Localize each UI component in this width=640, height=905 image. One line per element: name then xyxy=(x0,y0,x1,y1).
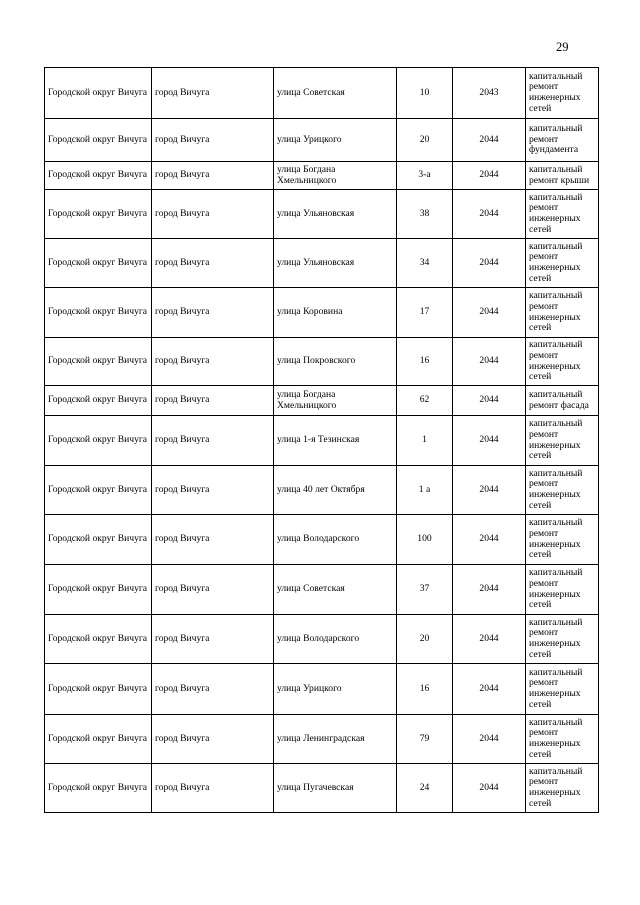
locality-cell: город Вичуга xyxy=(152,615,274,664)
street-cell: улица Ульяновская xyxy=(274,239,397,288)
district-cell: Городской округ Вичуга xyxy=(45,715,152,764)
street-cell: улица 40 лет Октября xyxy=(274,466,397,515)
table-row xyxy=(45,119,599,162)
table-row xyxy=(45,338,599,386)
year-cell: 2044 xyxy=(453,416,526,466)
year-cell: 2044 xyxy=(453,715,526,764)
street-cell: улица Богдана Хмельницкого xyxy=(274,162,397,190)
year-cell: 2044 xyxy=(453,338,526,386)
locality-cell: город Вичуга xyxy=(152,715,274,764)
street-cell: улица Покровского xyxy=(274,338,397,386)
table-row xyxy=(45,664,599,715)
work-type-cell: капитальный ремонт инженерных сетей xyxy=(526,338,599,386)
work-type-cell: капитальный ремонт крыши xyxy=(526,162,599,190)
house-number-cell: 38 xyxy=(397,190,453,239)
street-cell: улица Ульяновская xyxy=(274,190,397,239)
work-type-cell: капитальный ремонт инженерных сетей xyxy=(526,466,599,515)
work-type-cell: капитальный ремонт инженерных сетей xyxy=(526,288,599,338)
house-number-cell: 1 xyxy=(397,416,453,466)
street-cell: улица Пугачевская xyxy=(274,764,397,813)
table-row xyxy=(45,764,599,813)
table-row xyxy=(45,515,599,565)
table-row xyxy=(45,288,599,338)
work-type-cell: капитальный ремонт инженерных сетей xyxy=(526,68,599,119)
year-cell: 2044 xyxy=(453,466,526,515)
work-type-cell: капитальный ремонт инженерных сетей xyxy=(526,190,599,239)
year-cell: 2044 xyxy=(453,119,526,162)
house-number-cell: 16 xyxy=(397,338,453,386)
street-cell: улица Володарского xyxy=(274,515,397,565)
street-cell: улица Урицкого xyxy=(274,664,397,715)
locality-cell: город Вичуга xyxy=(152,565,274,615)
locality-cell: город Вичуга xyxy=(152,68,274,119)
work-type-cell: капитальный ремонт инженерных сетей xyxy=(526,515,599,565)
year-cell: 2044 xyxy=(453,386,526,416)
district-cell: Городской округ Вичуга xyxy=(45,466,152,515)
year-cell: 2044 xyxy=(453,615,526,664)
work-type-cell: капитальный ремонт инженерных сетей xyxy=(526,615,599,664)
locality-cell: город Вичуга xyxy=(152,515,274,565)
house-number-cell: 24 xyxy=(397,764,453,813)
year-cell: 2044 xyxy=(453,515,526,565)
year-cell: 2043 xyxy=(453,68,526,119)
locality-cell: город Вичуга xyxy=(152,239,274,288)
street-cell: улица Коровина xyxy=(274,288,397,338)
table-body xyxy=(45,68,599,813)
year-cell: 2044 xyxy=(453,764,526,813)
house-number-cell: 79 xyxy=(397,715,453,764)
street-cell: улица Урицкого xyxy=(274,119,397,162)
district-cell: Городской округ Вичуга xyxy=(45,515,152,565)
table-row xyxy=(45,162,599,190)
year-cell: 2044 xyxy=(453,565,526,615)
work-type-cell: капитальный ремонт инженерных сетей xyxy=(526,715,599,764)
district-cell: Городской округ Вичуга xyxy=(45,190,152,239)
street-cell: улица Володарского xyxy=(274,615,397,664)
house-number-cell: 16 xyxy=(397,664,453,715)
house-number-cell: 34 xyxy=(397,239,453,288)
street-cell: улица 1-я Тезинская xyxy=(274,416,397,466)
district-cell: Городской округ Вичуга xyxy=(45,615,152,664)
table-row xyxy=(45,416,599,466)
district-cell: Городской округ Вичуга xyxy=(45,119,152,162)
locality-cell: город Вичуга xyxy=(152,190,274,239)
work-type-cell: капитальный ремонт инженерных сетей xyxy=(526,565,599,615)
house-number-cell: 20 xyxy=(397,615,453,664)
locality-cell: город Вичуга xyxy=(152,119,274,162)
locality-cell: город Вичуга xyxy=(152,386,274,416)
table-row xyxy=(45,239,599,288)
district-cell: Городской округ Вичуга xyxy=(45,68,152,119)
house-number-cell: 62 xyxy=(397,386,453,416)
house-number-cell: 17 xyxy=(397,288,453,338)
house-number-cell: 20 xyxy=(397,119,453,162)
year-cell: 2044 xyxy=(453,190,526,239)
house-number-cell: 10 xyxy=(397,68,453,119)
work-type-cell: капитальный ремонт инженерных сетей xyxy=(526,416,599,466)
year-cell: 2044 xyxy=(453,239,526,288)
table-row xyxy=(45,386,599,416)
house-number-cell: 100 xyxy=(397,515,453,565)
table-row xyxy=(45,565,599,615)
work-type-cell: капитальный ремонт инженерных сетей xyxy=(526,764,599,813)
district-cell: Городской округ Вичуга xyxy=(45,565,152,615)
house-number-cell: 1 а xyxy=(397,466,453,515)
table-row xyxy=(45,190,599,239)
table-row xyxy=(45,68,599,119)
street-cell: улица Советская xyxy=(274,565,397,615)
house-number-cell: 37 xyxy=(397,565,453,615)
locality-cell: город Вичуга xyxy=(152,162,274,190)
year-cell: 2044 xyxy=(453,162,526,190)
work-type-cell: капитальный ремонт инженерных сетей xyxy=(526,664,599,715)
year-cell: 2044 xyxy=(453,288,526,338)
locality-cell: город Вичуга xyxy=(152,466,274,515)
table-row xyxy=(45,466,599,515)
locality-cell: город Вичуга xyxy=(152,338,274,386)
table-row xyxy=(45,715,599,764)
district-cell: Городской округ Вичуга xyxy=(45,338,152,386)
locality-cell: город Вичуга xyxy=(152,664,274,715)
street-cell: улица Богдана Хмельницкого xyxy=(274,386,397,416)
locality-cell: город Вичуга xyxy=(152,764,274,813)
district-cell: Городской округ Вичуга xyxy=(45,764,152,813)
work-type-cell: капитальный ремонт фасада xyxy=(526,386,599,416)
building-repair-table xyxy=(44,67,599,813)
street-cell: улица Советская xyxy=(274,68,397,119)
work-type-cell: капитальный ремонт фундамента xyxy=(526,119,599,162)
page-number: 29 xyxy=(556,40,569,54)
locality-cell: город Вичуга xyxy=(152,288,274,338)
district-cell: Городской округ Вичуга xyxy=(45,288,152,338)
district-cell: Городской округ Вичуга xyxy=(45,416,152,466)
year-cell: 2044 xyxy=(453,664,526,715)
house-number-cell: 3-а xyxy=(397,162,453,190)
table-row xyxy=(45,615,599,664)
district-cell: Городской округ Вичуга xyxy=(45,386,152,416)
locality-cell: город Вичуга xyxy=(152,416,274,466)
district-cell: Городской округ Вичуга xyxy=(45,239,152,288)
district-cell: Городской округ Вичуга xyxy=(45,162,152,190)
work-type-cell: капитальный ремонт инженерных сетей xyxy=(526,239,599,288)
district-cell: Городской округ Вичуга xyxy=(45,664,152,715)
street-cell: улица Ленинградская xyxy=(274,715,397,764)
